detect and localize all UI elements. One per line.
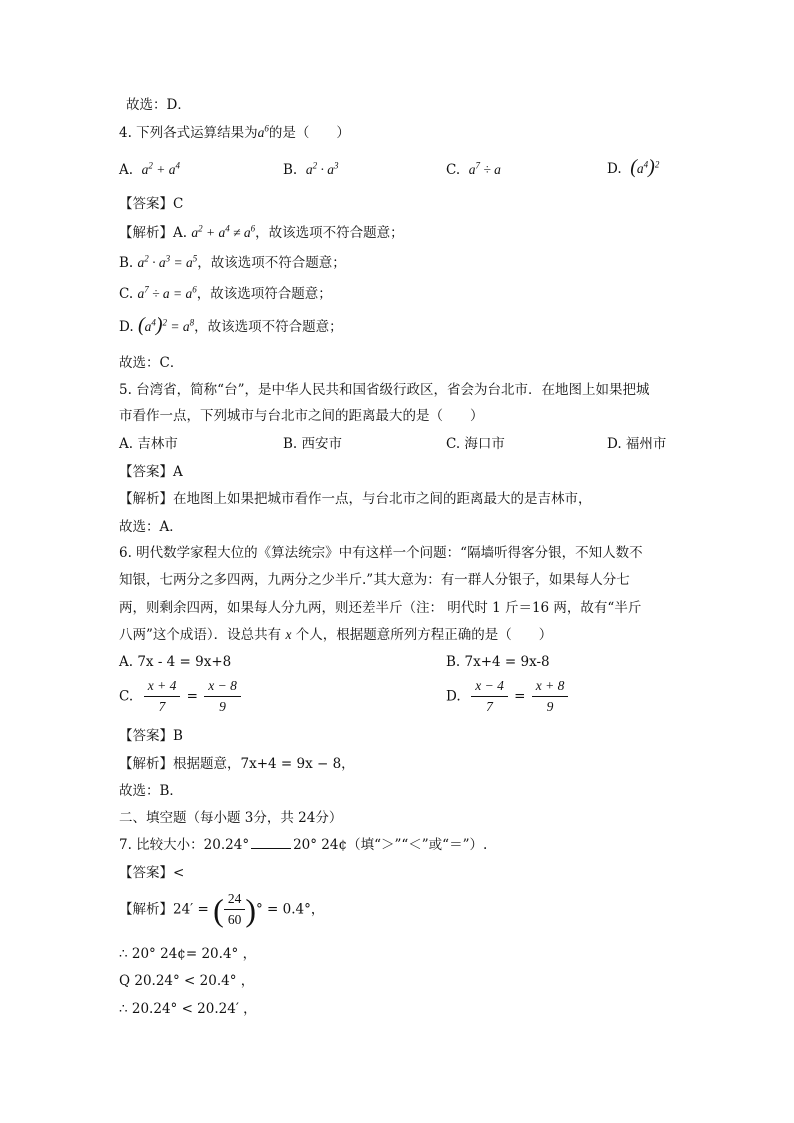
option-label: C. — [119, 688, 134, 705]
option-c — [446, 161, 501, 179]
option-b: B. 西安市 — [283, 436, 343, 452]
math-expr: $(a^4)^2$ — [630, 156, 660, 178]
question-text: 20° 24¢（填“＞”“＜”或“＝”）. — [293, 837, 488, 853]
question-text: 7. 比较大小：20.24° — [119, 837, 250, 853]
select-4: 故选：C． — [119, 355, 184, 371]
fraction: $\frac{x + 4}{7}$ — [144, 677, 181, 716]
option-label: B. — [283, 162, 298, 178]
right-paren: ) — [245, 891, 256, 928]
solution-label: C. — [119, 286, 134, 302]
option-c: C. 海口市 — [446, 436, 505, 452]
question-5-line2: 市看作一点，下列城市与台北市之间的距离最大的是（ ） — [119, 408, 484, 424]
fraction: $\frac{x - 4}{7}$ — [471, 677, 508, 716]
math-expr: $(a^4)^2 = a^8$ — [137, 314, 195, 336]
solution-label: D. — [119, 319, 134, 335]
solution-7 — [119, 890, 324, 934]
text-line: 故选：D． — [126, 97, 191, 113]
math-expr: $a^7 \div a = a^6$ — [137, 284, 197, 301]
question-4 — [119, 124, 350, 142]
solution-text: ，故该选项不符合题意； — [197, 255, 346, 271]
answer-blank — [251, 836, 291, 849]
equals-sign: = — [186, 688, 198, 705]
answer-7: 【答案】< — [119, 865, 185, 881]
select-6: 故选：B． — [119, 783, 183, 799]
option-d — [446, 677, 570, 717]
option-a — [119, 161, 180, 179]
equals-sign: = — [514, 688, 526, 705]
math-expr: ° = 0.4°， — [255, 901, 325, 918]
option-b — [283, 161, 338, 179]
solution-label: 【解析】根据题意， — [119, 756, 241, 772]
solution-4d — [119, 316, 343, 336]
option-c — [119, 677, 243, 717]
answer-4: 【答案】C — [119, 196, 184, 212]
question-6-line4 — [119, 626, 552, 644]
solution-6 — [119, 755, 355, 773]
fraction: $\frac{x - 8}{9}$ — [204, 677, 241, 716]
math-expr: $a^6$ — [257, 123, 269, 140]
question-7 — [119, 836, 487, 854]
question-text: 4. 下列各式运算结果为 — [119, 125, 258, 141]
option-d: D. 福州市 — [607, 436, 667, 452]
select-5: 故选：A． — [119, 519, 183, 535]
option-b: B. 7x+4 = 9x-8 — [446, 654, 550, 670]
math-expr: $a^2 + a^4 \ne a^6$ — [191, 223, 256, 240]
fraction: $\frac{24}{60}$ — [224, 890, 246, 929]
solution-text: ，故该选项不符合题意； — [255, 225, 404, 241]
step-line: ∴ 20.24° < 20.24′ ， — [119, 1001, 257, 1017]
math-expr: $a^2 \cdot a^3$ — [305, 160, 339, 177]
math-expr: $a^2 + a^4$ — [141, 160, 181, 177]
solution-4b — [119, 254, 346, 272]
solution-text: ，故该选项不符合题意； — [194, 319, 343, 335]
option-label: D. — [446, 688, 461, 705]
math-expr: $a^7 \div a$ — [468, 160, 501, 177]
option-a: A. 吉林市 — [119, 436, 178, 452]
solution-label: B. — [119, 255, 134, 271]
question-6-line1: 6. 明代数学家程大位的《算法统宗》中有这样一个问题：“隔墙听得客分银，不知人数不 — [119, 545, 643, 561]
step-line: ∴ 20° 24¢= 20.4° ， — [119, 946, 257, 962]
question-text: 个人，根据题意所列方程正确的是（ ） — [295, 627, 553, 643]
question-6-line3: 两，则剩余四两，如果每人分九两，则还差半斤（注： 明代时 1 斤＝16 两，故有“半斤 — [119, 600, 642, 616]
answer-5: 【答案】A — [119, 464, 183, 480]
solution-label: 【解析】24′ = — [119, 901, 209, 918]
solution-5: 【解析】在地图上如果把城市看作一点，与台北市之间的距离最大的是吉林市， — [119, 491, 592, 507]
section-heading: 二、填空题（每小题 3分，共 24分） — [119, 810, 343, 826]
question-5-line1: 5. 台湾省，简称“台”，是中华人民共和国省级行政区，省会为台北市．在地图上如果把城 — [119, 382, 650, 398]
left-paren: ( — [213, 891, 224, 928]
option-label: C. — [446, 162, 461, 178]
fraction: $\frac{x + 8}{9}$ — [532, 677, 569, 716]
math-expr: 7x+4 = 9x − 8， — [240, 756, 355, 772]
solution-label: 【解析】A. — [119, 225, 188, 241]
option-label: A. — [119, 162, 134, 178]
math-expr: $a^2 \cdot a^3 = a^5$ — [137, 253, 198, 270]
step-line: Q 20.24° < 20.4° ， — [119, 973, 255, 989]
math-var: x — [285, 627, 292, 642]
question-text: 的是（ ） — [268, 125, 350, 141]
question-text: 八两”这个成语）．设总共有 — [119, 627, 282, 643]
question-6-line2: 知银，七两分之多四两，九两分之少半斤.”其大意为：有一群人分银子，如果每人分七 — [119, 572, 630, 588]
option-a: A. 7x - 4 = 9x+8 — [119, 654, 232, 670]
option-d — [607, 158, 659, 178]
solution-text: ，故该选项符合题意； — [196, 286, 332, 302]
option-label: D. — [607, 161, 622, 177]
answer-6: 【答案】B — [119, 728, 183, 744]
solution-4a — [119, 224, 404, 242]
solution-4c — [119, 285, 332, 303]
